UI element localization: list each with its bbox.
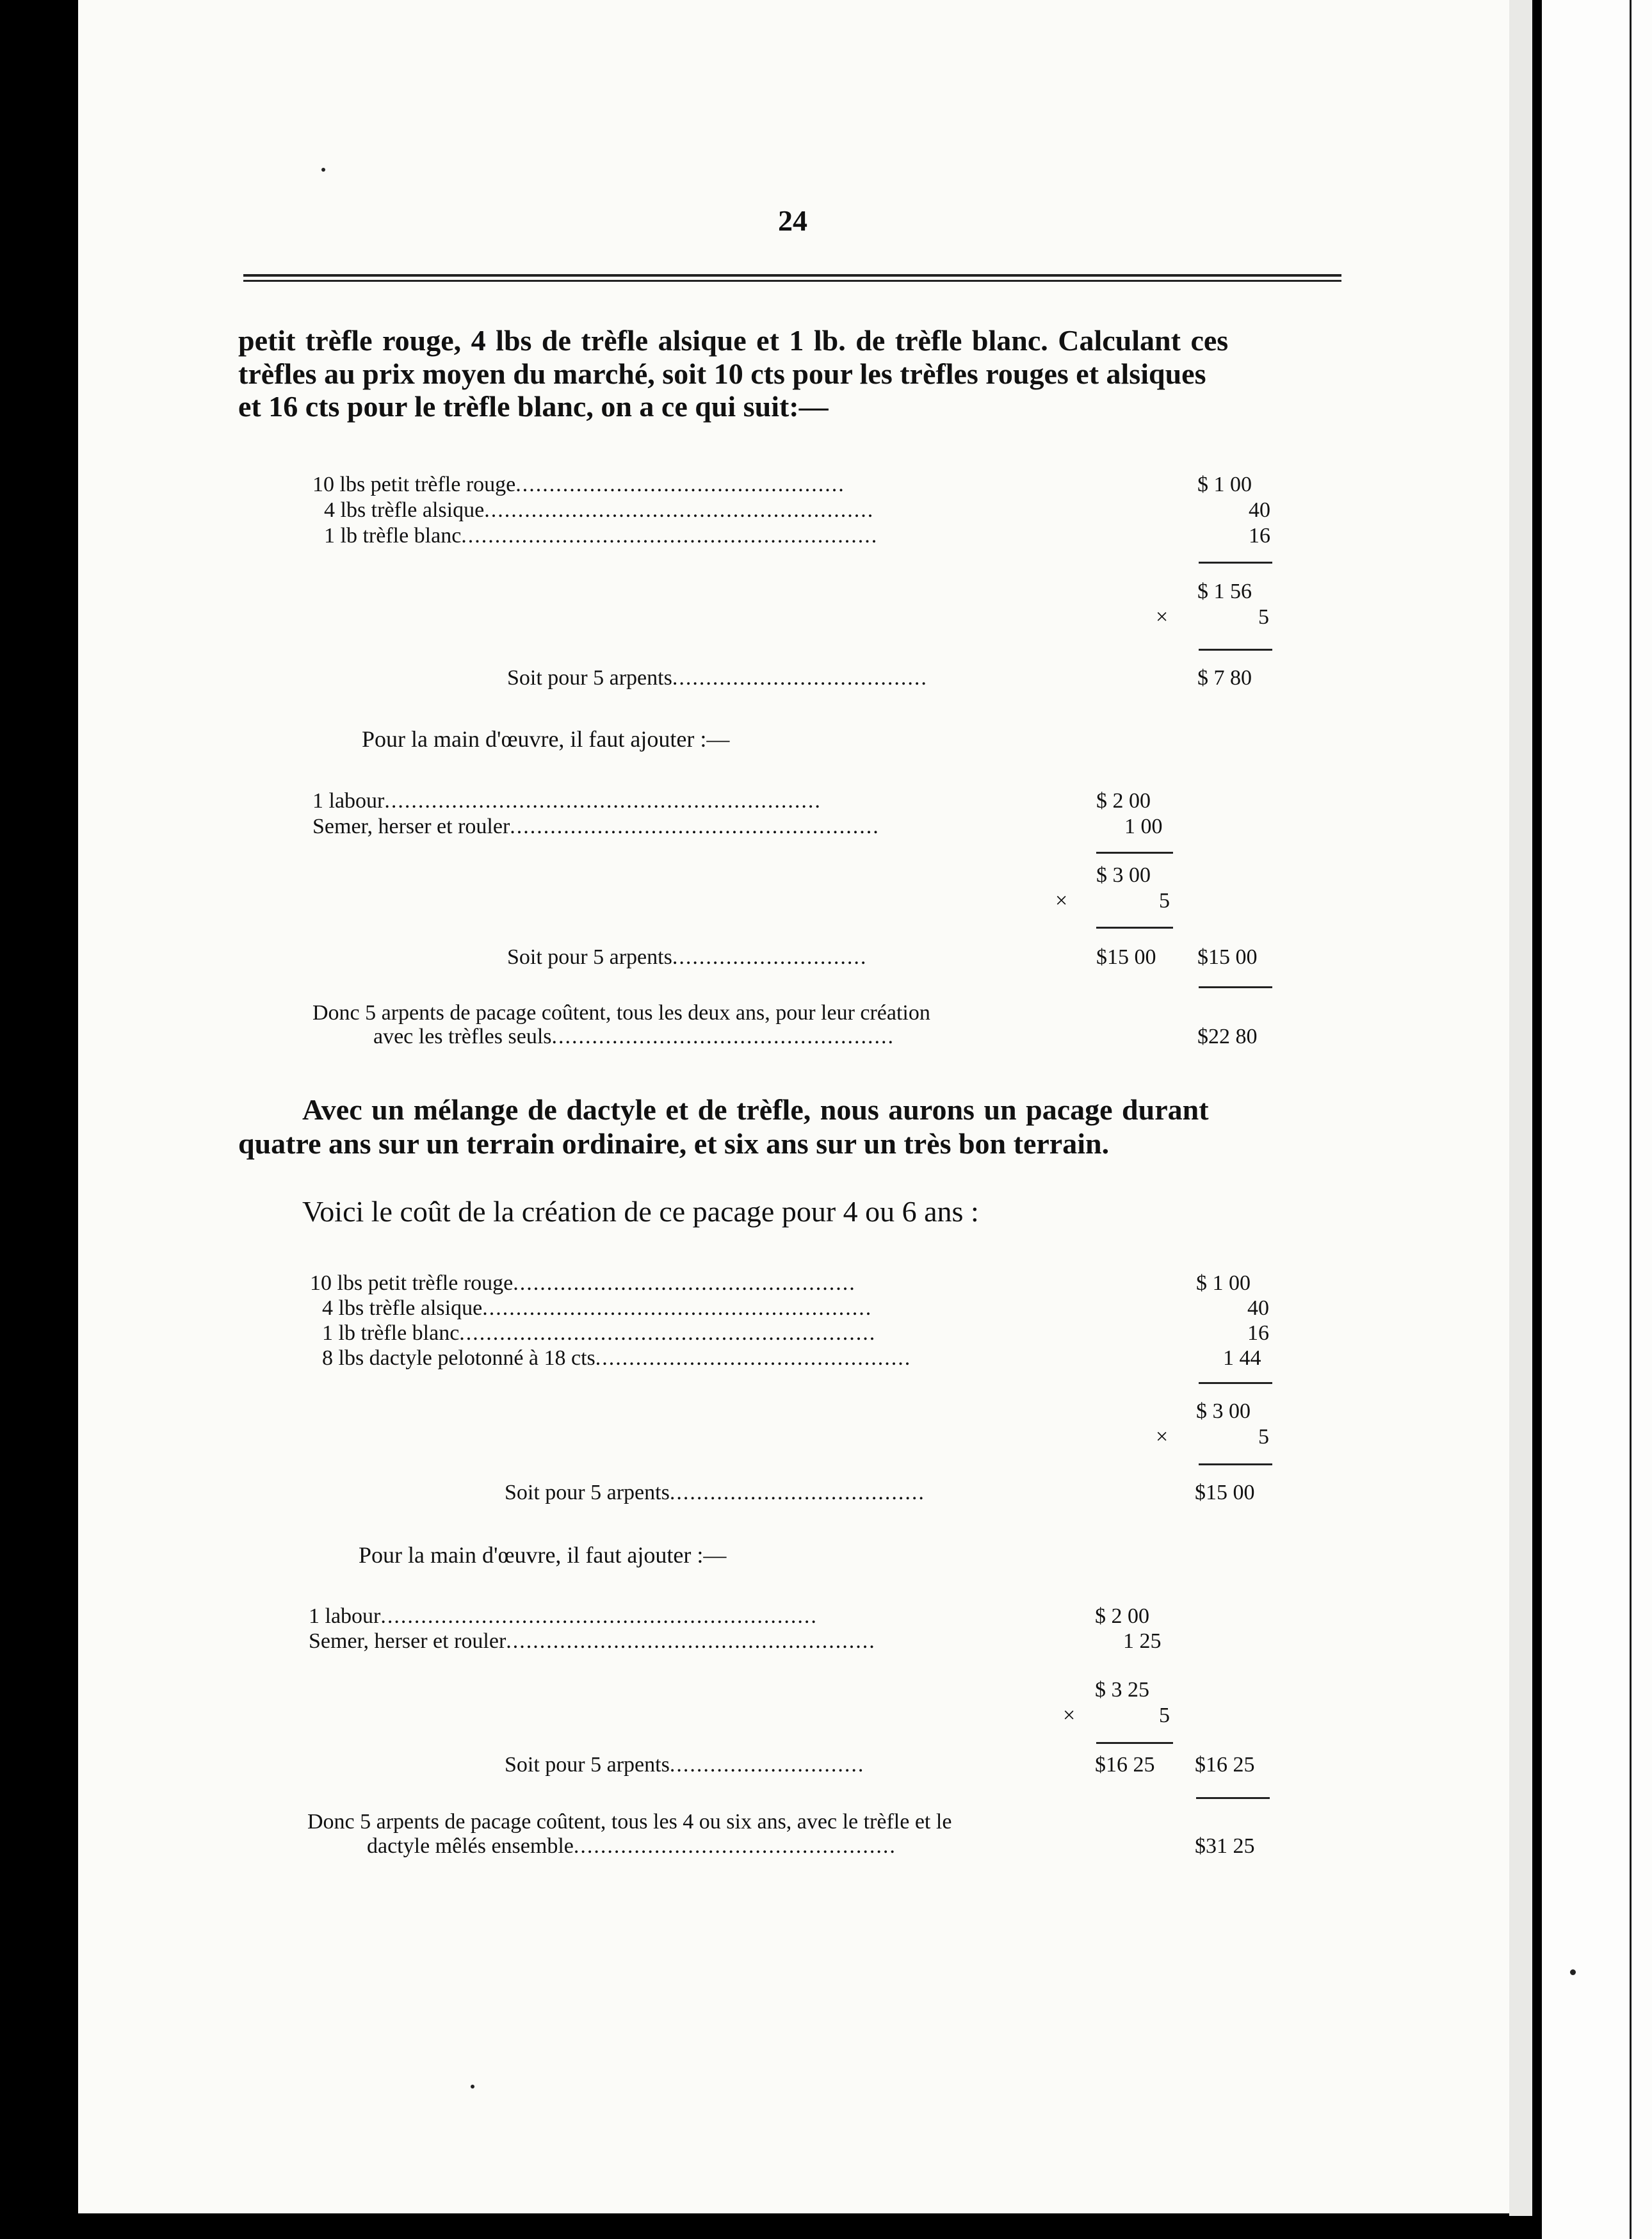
subtotal: $ 3 00 (1096, 863, 1151, 887)
table-row-label: 1 lb trèfle blanc.............................................................. (324, 524, 879, 548)
table-row-label: Semer, herser et rouler....................................................... (312, 815, 880, 838)
total-amount: $ 7 80 (1197, 666, 1252, 690)
table-row-amount: 40 (1247, 1296, 1269, 1320)
summary-line: Donc 5 arpents de pacage coûtent, tous les deux ans, pour leur création (312, 1001, 930, 1025)
table-row-amount: 16 (1249, 524, 1270, 548)
table-row-label: 1 lb trèfle blanc.............................................................. (322, 1321, 877, 1345)
times-sign: × (1063, 1704, 1076, 1727)
table-row-amount: $ 1 00 (1196, 1271, 1251, 1295)
total-amount: $16 25 (1095, 1753, 1155, 1777)
sum-rule (1096, 1742, 1173, 1744)
table-row-amount: 1 44 (1223, 1346, 1261, 1370)
paragraph-line: quatre ans sur un terrain ordinaire, et six ans sur un très bon terrain. (238, 1127, 1110, 1160)
table-row-label: 4 lbs trèfle alsique.......................................................... (324, 498, 875, 522)
multiplier: 5 (1258, 605, 1269, 629)
sum-rule (1196, 1797, 1270, 1799)
times-sign: × (1156, 1425, 1169, 1449)
sum-rule (1199, 1382, 1272, 1384)
total-amount: $15 00 (1096, 945, 1156, 969)
adjacent-page-edge (1630, 0, 1632, 2239)
sum-rule (1199, 986, 1272, 988)
subtotal: $ 1 56 (1197, 580, 1252, 603)
summary-line: Donc 5 arpents de pacage coûtent, tous les 4 ou six ans, avec le trèfle et le (307, 1810, 952, 1834)
print-speck (1570, 1969, 1576, 1975)
times-sign: × (1055, 889, 1068, 913)
page-edge-strip (1509, 0, 1532, 2216)
summary-amount: $31 25 (1195, 1834, 1255, 1858)
sum-rule (1096, 927, 1173, 929)
total-label: Soit pour 5 arpents............................. (507, 945, 868, 969)
print-speck (471, 2085, 474, 2088)
adjacent-page-strip (1542, 0, 1652, 2239)
page-number: 24 (778, 204, 807, 237)
table-row-label: 1 labour................................................................. (312, 789, 822, 813)
sum-rule (1096, 852, 1173, 854)
sum-rule (1199, 649, 1272, 651)
summary-line: dactyle mêlés ensemble................................................ (367, 1834, 896, 1858)
table-row-amount: 1 25 (1123, 1629, 1162, 1653)
multiplier: 5 (1159, 889, 1170, 913)
section-heading: Pour la main d'œuvre, il faut ajouter :— (359, 1542, 727, 1568)
times-sign: × (1156, 605, 1169, 629)
total-label: Soit pour 5 arpents...................................... (507, 666, 928, 690)
table-row-label: 4 lbs trèfle alsique.......................................................... (322, 1296, 873, 1320)
sum-rule (1199, 1463, 1272, 1465)
header-rule (243, 274, 1341, 277)
intro-line: trèfles au prix moyen du marché, soit 10 cts pour les trèfles rouges et alsiques (238, 357, 1206, 390)
total-amount: $15 00 (1195, 1481, 1255, 1504)
total-label: Soit pour 5 arpents............................. (505, 1753, 865, 1777)
multiplier: 5 (1258, 1425, 1269, 1449)
table-row-amount: $ 1 00 (1197, 473, 1252, 496)
table-row-label: 1 labour................................................................. (309, 1604, 818, 1628)
table-row-amount: 16 (1247, 1321, 1269, 1345)
subtotal: $ 3 00 (1196, 1399, 1251, 1423)
paragraph-line: Voici le coût de la création de ce pacage pour 4 ou 6 ans : (302, 1195, 979, 1228)
table-row-amount: 40 (1249, 498, 1270, 522)
table-row-label: 10 lbs petit trèfle rouge................................................. (312, 473, 845, 496)
table-row-amount: 1 00 (1124, 815, 1163, 838)
table-row-label: 10 lbs petit trèfle rouge................................................... (310, 1271, 856, 1295)
multiplier: 5 (1159, 1704, 1170, 1727)
total-label: Soit pour 5 arpents...................................... (505, 1481, 925, 1504)
carried-amount: $16 25 (1195, 1753, 1255, 1777)
table-row-label: Semer, herser et rouler....................................................... (309, 1629, 876, 1653)
header-rule (243, 280, 1341, 282)
table-row-amount: $ 2 00 (1095, 1604, 1149, 1628)
intro-line: petit trèfle rouge, 4 lbs de trèfle alsique et 1 lb. de trèfle blanc. Calculant ces (238, 324, 1229, 357)
table-row-label: 8 lbs dactyle pelotonné à 18 cts............................................... (322, 1346, 912, 1370)
paragraph-line: Avec un mélange de dactyle et de trèfle, nous aurons un pacage durant (302, 1093, 1209, 1126)
table-row-amount: $ 2 00 (1096, 789, 1151, 813)
summary-line: avec les trèfles seuls................................................... (373, 1025, 895, 1048)
sum-rule (1199, 562, 1272, 564)
print-speck (321, 168, 325, 172)
subtotal: $ 3 25 (1095, 1678, 1149, 1702)
section-heading: Pour la main d'œuvre, il faut ajouter :— (362, 726, 730, 752)
carried-amount: $15 00 (1197, 945, 1258, 969)
intro-line: et 16 cts pour le trèfle blanc, on a ce qui suit:— (238, 390, 829, 423)
summary-amount: $22 80 (1197, 1025, 1258, 1048)
